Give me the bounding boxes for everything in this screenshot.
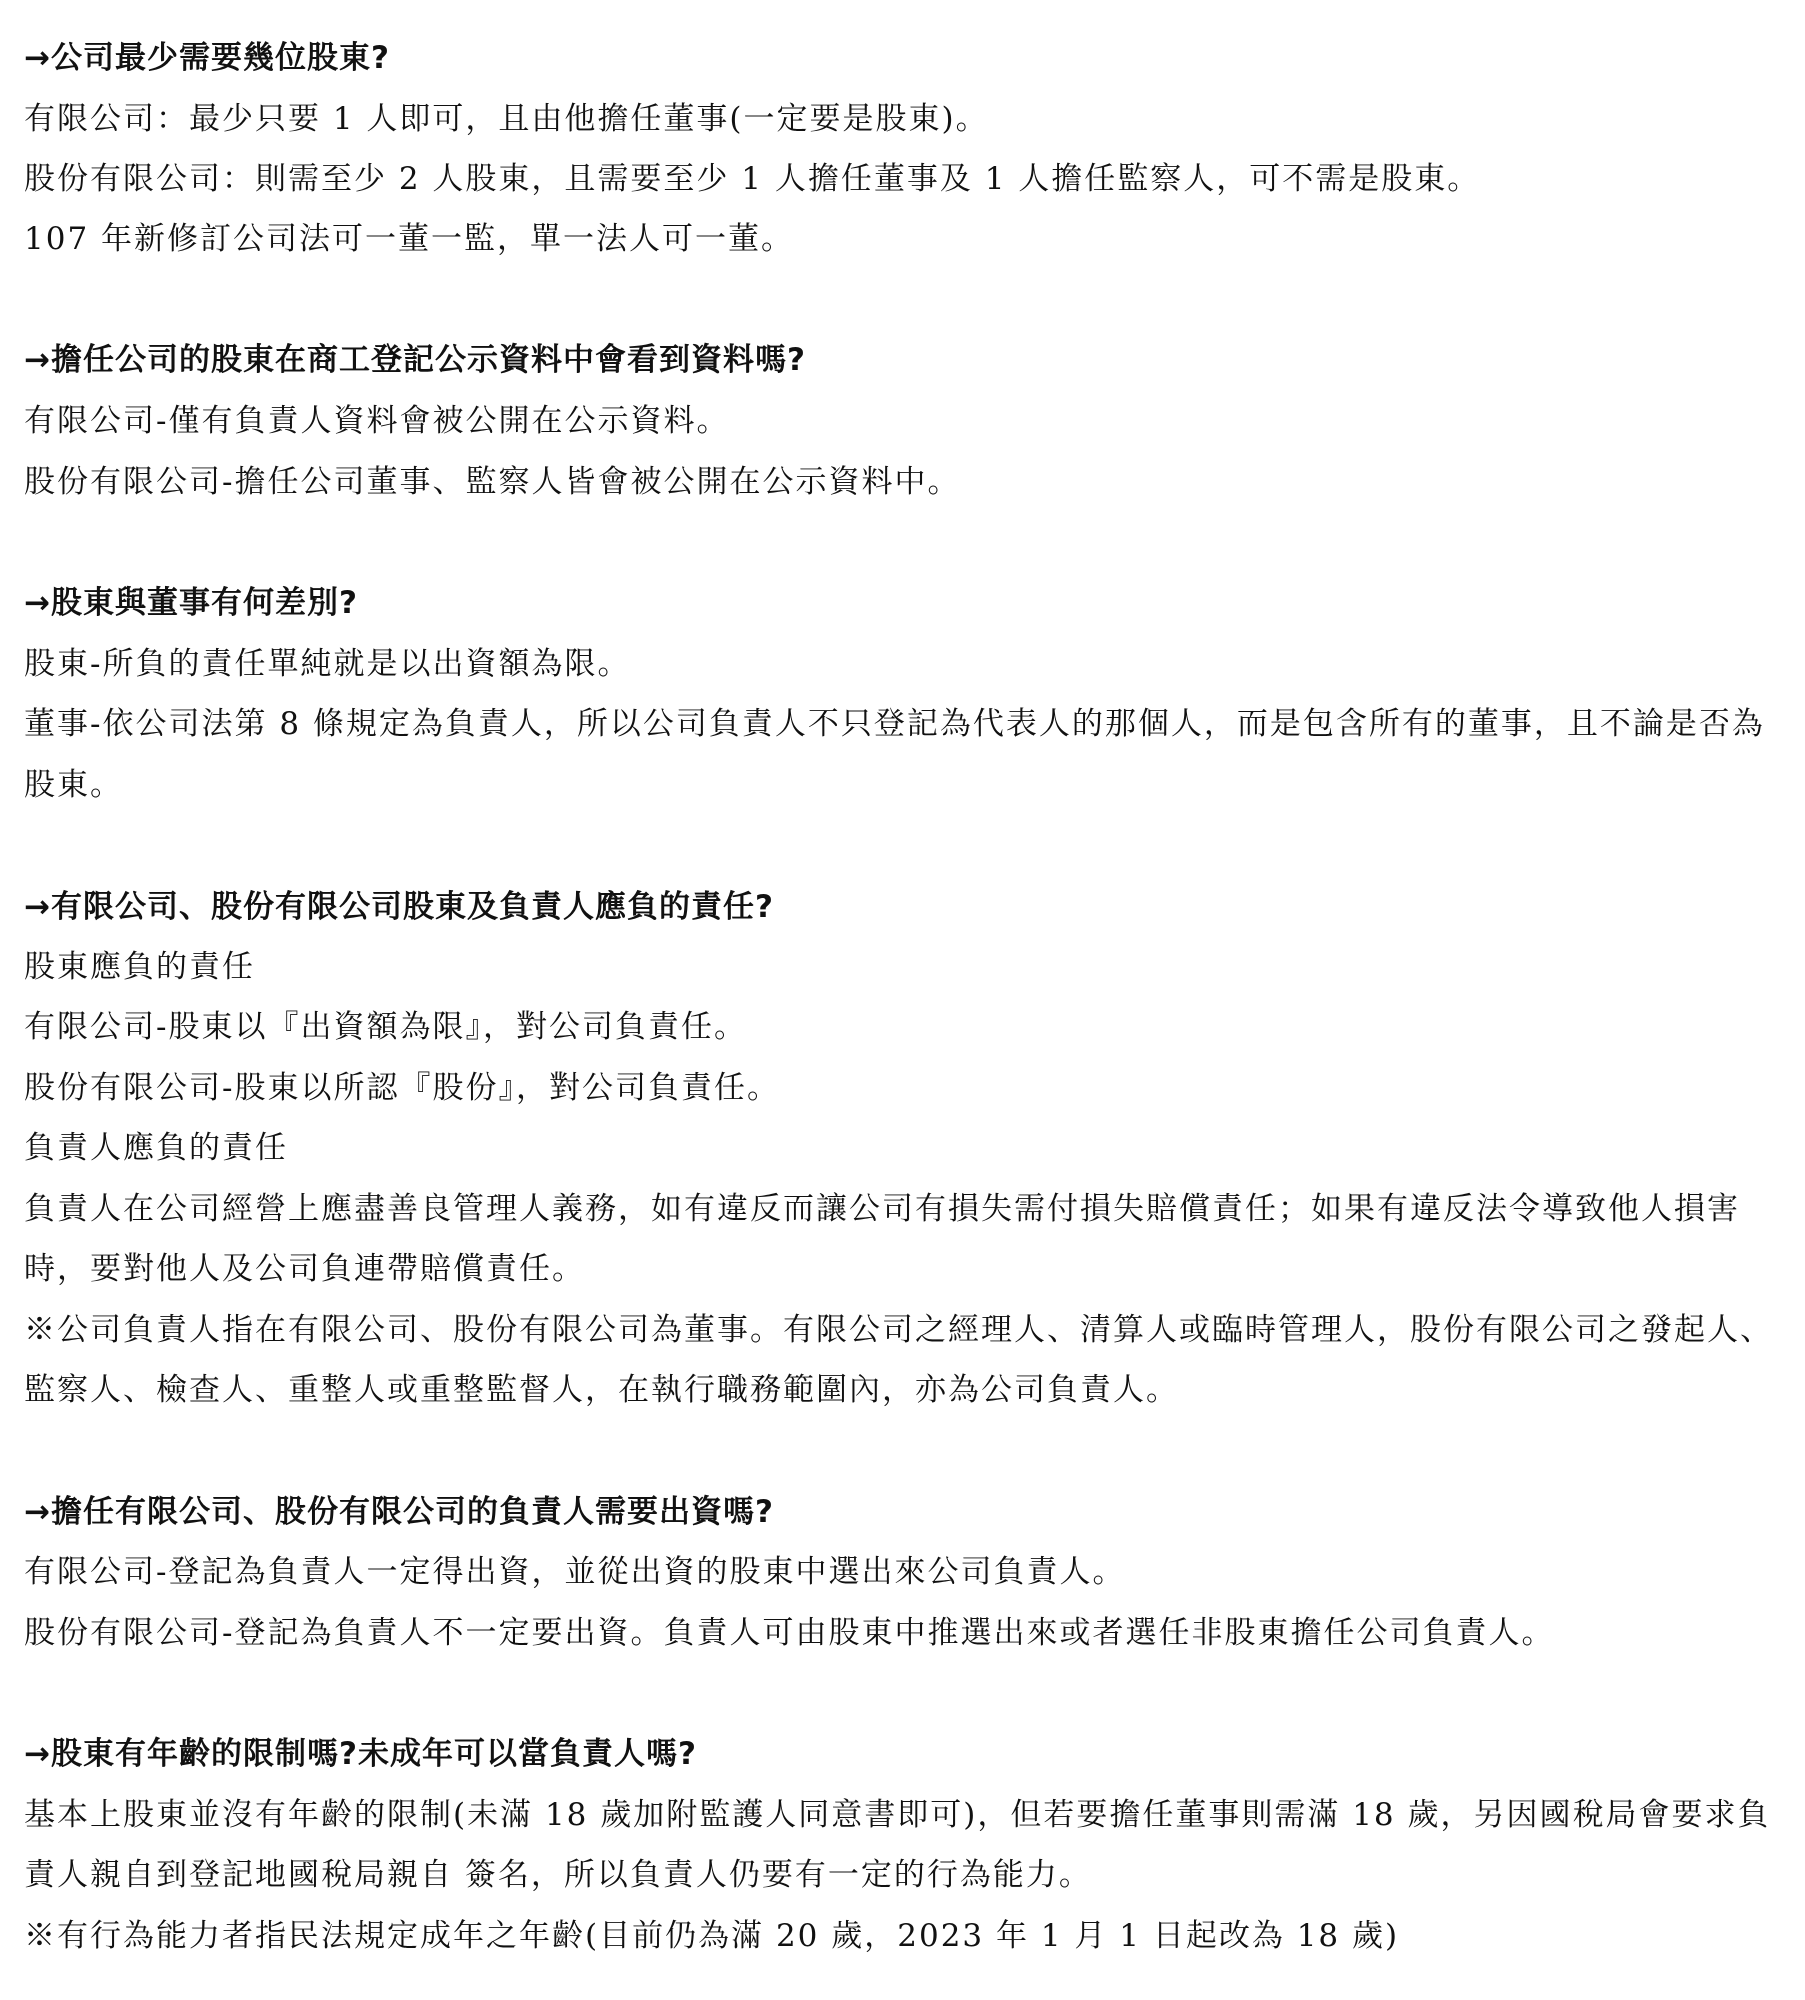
section-6-line-3: ※有行為能力者指民法規定成年之年齡(目前仍為滿 20 歲，2023 年 1 月 1 日起改為 18 歲) [24,1918,1400,1954]
section-1-question: →公司最少需要幾位股東? [24,40,390,76]
section-3-question: →股東與董事有何差別? [24,585,358,621]
section-3-line-3: 股東。 [24,767,123,803]
section-2-line-1: 有限公司-僅有負責人資料會被公開在公示資料。 [24,403,730,439]
section-2-question: →擔任公司的股東在商工登記公示資料中會看到資料嗎? [24,342,806,378]
section-1-line-2: 股份有限公司：則需至少 2 人股東，且需要至少 1 人擔任董事及 1 人擔任監察人，可不需是股東。 [24,161,1481,197]
section-2-line-2: 股份有限公司-擔任公司董事、監察人皆會被公開在公示資料中。 [24,464,961,500]
section-1-line-1: 有限公司：最少只要 1 人即可，且由他擔任董事(一定要是股東)。 [24,101,989,137]
section-3-line-1: 股東-所負的責任單純就是以出資額為限。 [24,646,631,682]
section-4-line-5: 負責人在公司經營上應盡善良管理人義務，如有違反而讓公司有損失需付損失賠償責任；如果有違反法令導致他人損害 [24,1191,1740,1227]
section-4-line-7: ※公司負責人指在有限公司、股份有限公司為董事。有限公司之經理人、清算人或臨時管理人，股份有限公司之發起人、 [24,1312,1773,1348]
section-4-line-8: 監察人、檢查人、重整人或重整監督人，在執行職務範圍內，亦為公司負責人。 [24,1372,1179,1408]
section-5-line-1: 有限公司-登記為負責人一定得出資，並從出資的股東中選出來公司負責人。 [24,1554,1126,1590]
section-5-question: →擔任有限公司、股份有限公司的負責人需要出資嗎? [24,1494,774,1530]
section-6-line-1: 基本上股東並沒有年齡的限制(未滿 18 歲加附監護人同意書即可)，但若要擔任董事則需滿 18 歲，另因國稅局會要求負 [24,1797,1771,1833]
section-4-question: →有限公司、股份有限公司股東及負責人應負的責任? [24,889,774,925]
section-3-line-2: 董事-依公司法第 8 條規定為負責人，所以公司負責人不只登記為代表人的那個人，而是包含所有的董事，且不論是否為 [24,706,1765,742]
section-4-line-1: 股東應負的責任 [24,949,255,985]
section-1-line-3: 107 年新修訂公司法可一董一監，單一法人可一董。 [24,221,795,257]
section-4-line-4: 負責人應負的責任 [24,1130,288,1166]
section-4-line-6: 時，要對他人及公司負連帶賠償責任。 [24,1251,585,1287]
section-4-line-3: 股份有限公司-股東以所認『股份』，對公司負責任。 [24,1070,780,1106]
section-6-question: →股東有年齡的限制嗎?未成年可以當負責人嗎? [24,1736,697,1772]
section-6-line-2: 責人親自到登記地國稅局親自 簽名，所以負責人仍要有一定的行為能力。 [24,1857,1092,1893]
section-5-line-2: 股份有限公司-登記為負責人不一定要出資。負責人可由股東中推選出來或者選任非股東擔任公司負責人。 [24,1615,1555,1651]
section-4-line-2: 有限公司-股東以『出資額為限』，對公司負責任。 [24,1009,747,1045]
